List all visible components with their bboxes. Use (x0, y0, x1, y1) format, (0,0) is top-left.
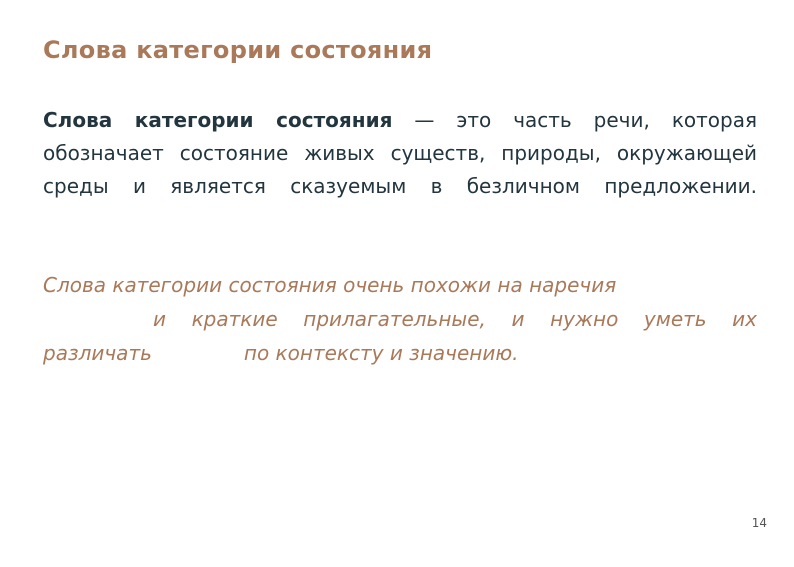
note-line-1: Слова категории состояния очень похожи на наречия (43, 273, 617, 297)
slide-title: Слова категории состояния (43, 36, 433, 64)
note-line-3-end: по контексту и значению. (243, 341, 519, 365)
page-number: 14 (751, 516, 767, 530)
note-line-3-start: различать (43, 341, 152, 365)
note-paragraph (43, 268, 757, 370)
definition-text: — это часть речи, которая обозначает состояние живых существ, природы, окружающей среды и является сказуемым в безличном предложении. (43, 108, 758, 198)
note-line-2: и краткие прилагательные, и нужно уметь их (153, 307, 757, 331)
definition-term: Слова категории состояния (43, 108, 393, 132)
definition-paragraph (43, 104, 757, 203)
note-line-3 (43, 336, 757, 370)
